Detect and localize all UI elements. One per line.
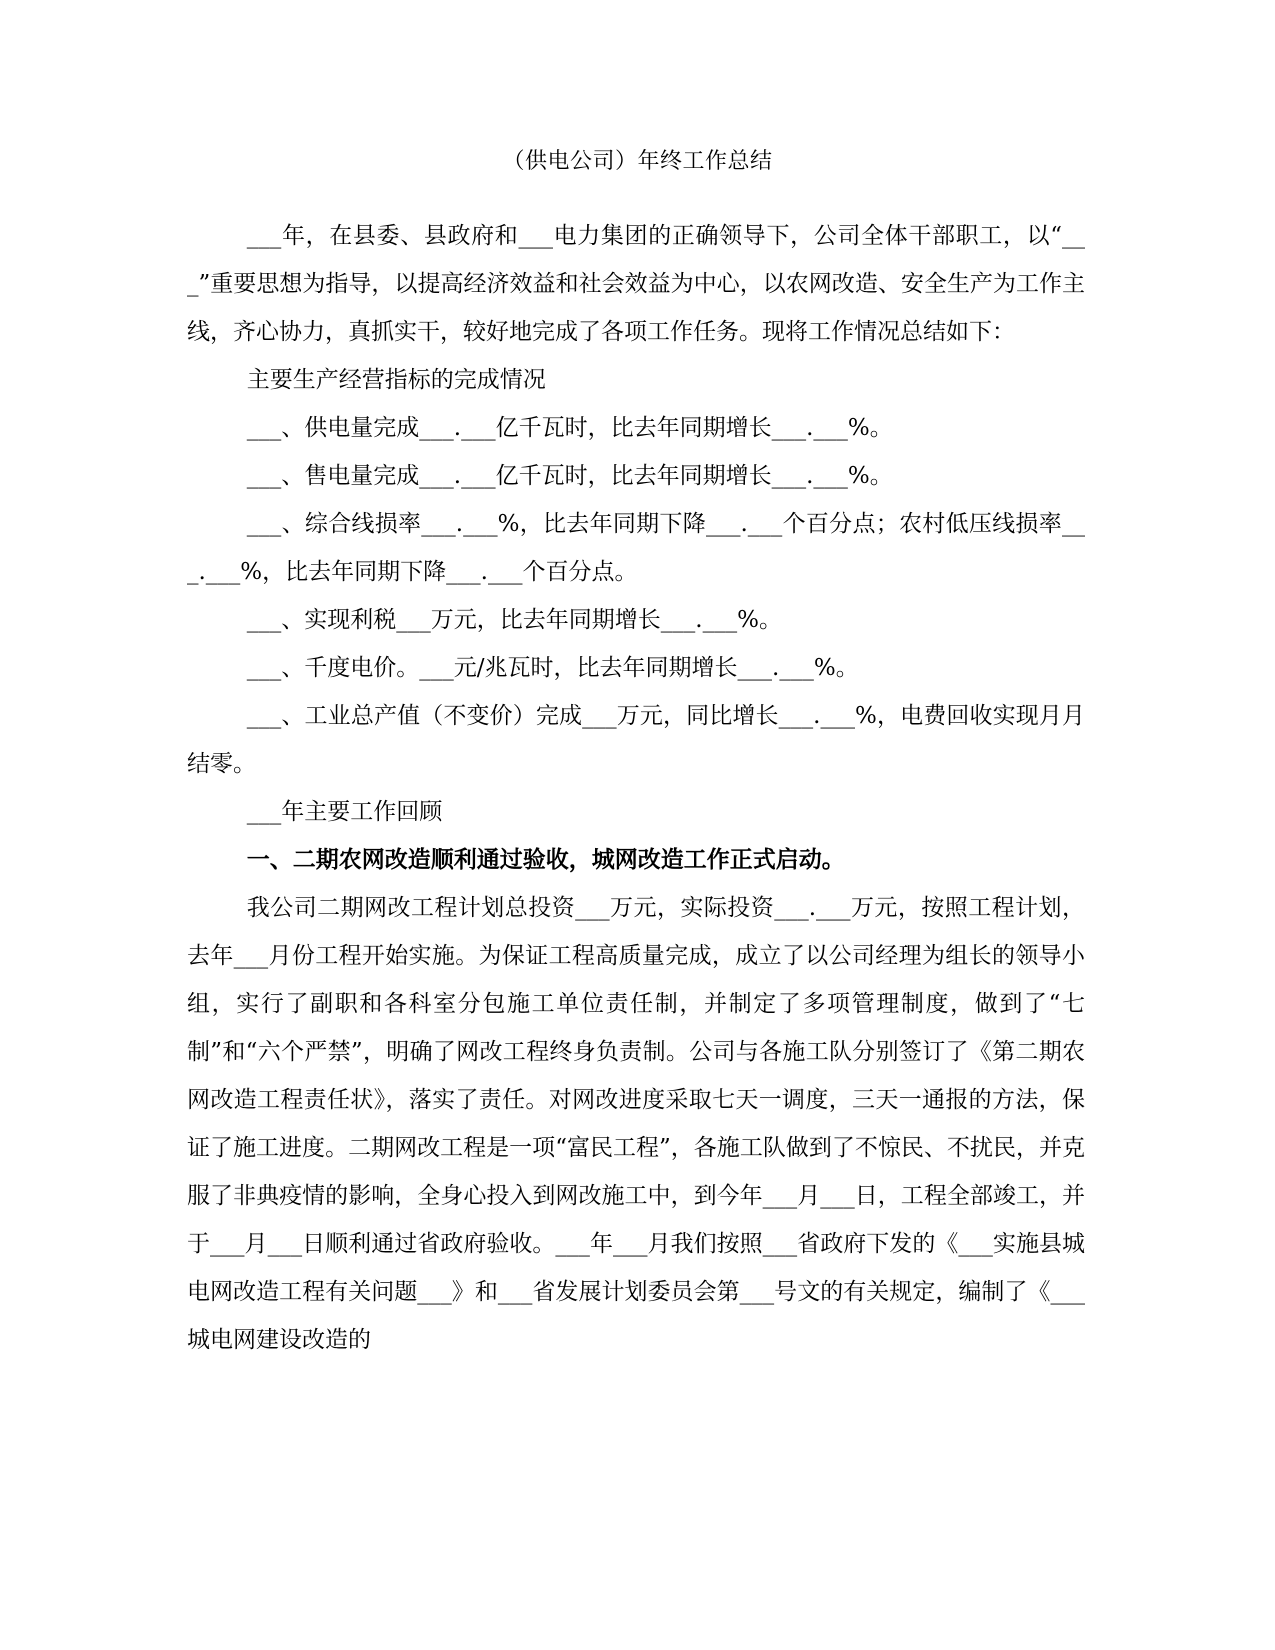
indicator-power-sales: ___、售电量完成___.___亿千瓦时，比去年同期增长___.___%。	[246, 463, 893, 489]
section-heading-indicators: 主要生产经营指标的完成情况	[246, 367, 546, 393]
section-heading-rural-grid: 一、二期农网改造顺利通过验收，城网改造工作正式启动。	[246, 846, 845, 873]
indicator-power-supply: ___、供电量完成___.___亿千瓦时，比去年同期增长___.___%。	[246, 415, 893, 441]
indicator-profit-tax: ___、实现利税___万元，比去年同期增长___.___%。	[246, 607, 782, 633]
indicator-electricity-price: ___、千度电价。___元/兆瓦时，比去年同期增长___.___%。	[246, 655, 859, 681]
indicator-line-loss: ___、综合线损率___.___%，比去年同期下降___.___个百分点；农村低压线损率___.___%，比去年同期下降___.___个百分点。	[187, 511, 1085, 585]
document-body	[187, 212, 1085, 1364]
paragraph-rural-grid: 我公司二期网改工程计划总投资___万元，实际投资___.___万元，按照工程计划，去年___月份工程开始实施。为保证工程高质量完成，成立了以公司经理为组长的领导小组，实行了副职和各科室分包施工单位责任制，并制定了多项管理制度，做到了“七制”和“六个严禁”，明确了网改工程终身负责制。公司与各施工队分别签订了《第二期农网改造工程责任状》，落实了责任。对网改进度采取七天一调度，三天一通报的方法，保证了施工进度。二期网改工程是一项“富民工程”，各施工队做到了不惊民、不扰民，并克服了非典疫情的影响，全身心投入到网改施工中，到今年___月___日，工程全部竣工，并于___月___日顺利通过省政府验收。___年___月我们按照___省政府下发的《___实施县城电网改造工程有关问题___》和___省发展计划委员会第___号文的有关规定，编制了《___城电网建设改造的	[187, 895, 1085, 1353]
paragraph-intro: ___年，在县委、县政府和___电力集团的正确领导下，公司全体干部职工，以“___”重要思想为指导，以提高经济效益和社会效益为中心，以农网改造、安全生产为工作主线，齐心协力，真抓实干，较好地完成了各项工作任务。现将工作情况总结如下：	[187, 223, 1085, 345]
indicator-industrial-output: ___、工业总产值（不变价）完成___万元，同比增长___.___%，电费回收实现月月结零。	[187, 703, 1085, 777]
section-heading-review: ___年主要工作回顾	[246, 799, 443, 825]
document-title: （供电公司）年终工作总结	[502, 149, 773, 174]
